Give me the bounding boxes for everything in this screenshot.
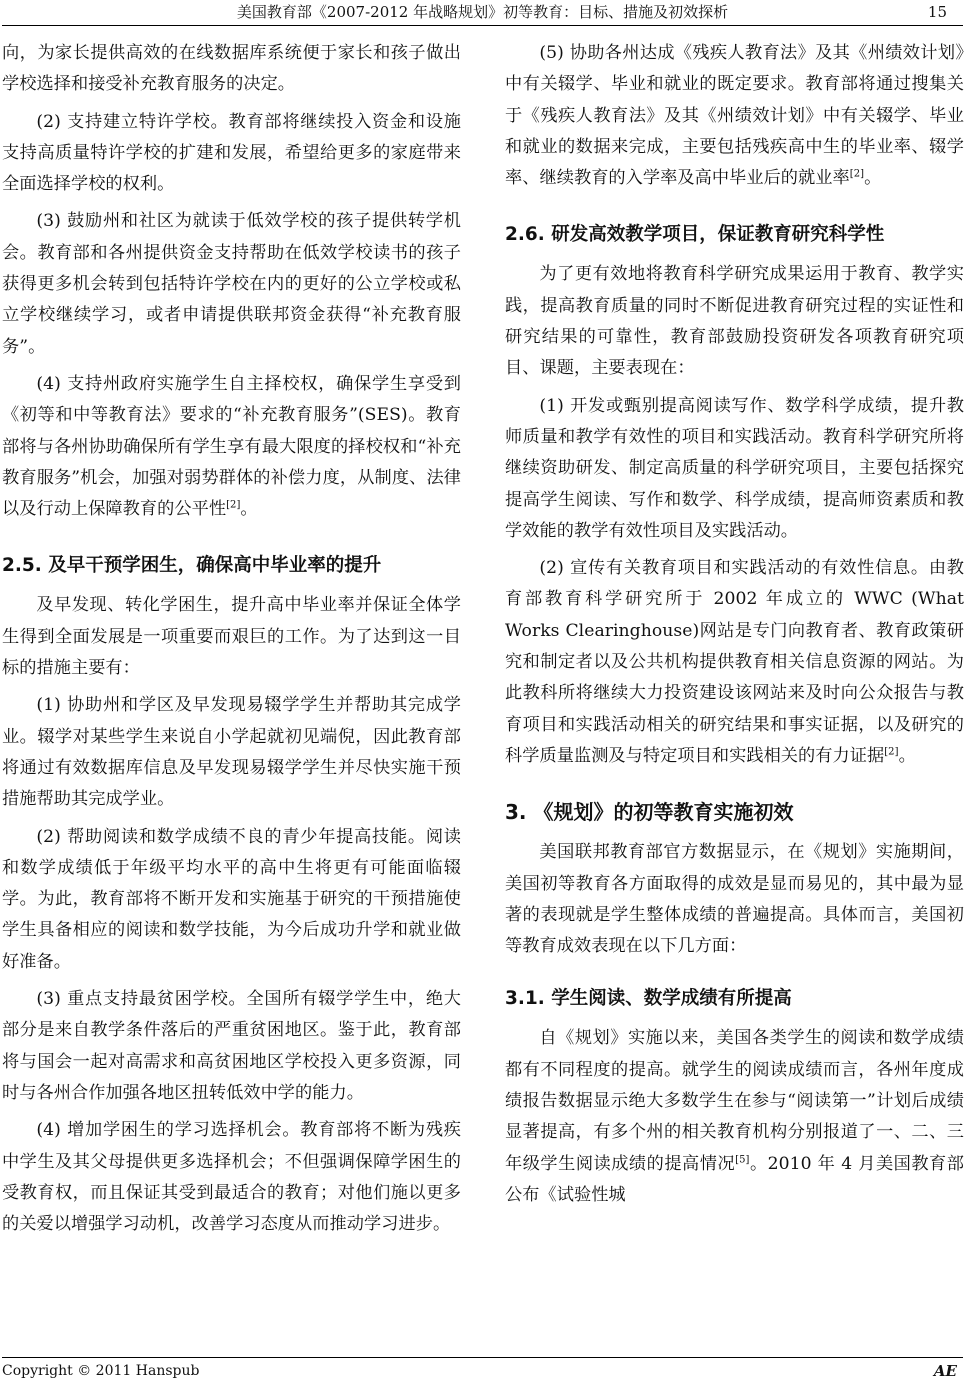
citation-ref: [2] xyxy=(226,499,241,511)
paragraph: (3) 重点支持最贫困学校。全国所有辍学学生中，绝大部分是来自教学条件落后的严重贫困地区。鉴于此，教育部将与国会一起对高需求和高贫困地区学校投入更多资源，同时与各州合作加强各地区扭转低效中学的能力。 xyxy=(2,989,461,1103)
paragraph: 及早发现、转化学困生，提升高中毕业率并保证全体学生得到全面发展是一项重要而艰巨的工作。为了达到这一目标的措施主要有： xyxy=(2,595,461,679)
paragraph-text: (5) 协助各州达成《残疾人教育法》及其《州绩效计划》中有关辍学、毕业和就业的既定要求。教育部将通过搜集关于《残疾人教育法》及其《州绩效计划》中有关辍学、毕业和就业的数据来完成，主要包括残疾高中生的毕业率、辍学率、继续教育的入学率及高中毕业后的就业率 xyxy=(505,43,964,189)
paragraph: (1) 开发或甄别提高阅读写作、数学科学成绩，提升教师质量和教学有效性的项目和实践活动。教育科学研究所将继续资助研发、制定高质量的科学研究项目，主要包括探究提高学生阅读、写作和数学、科学成绩，提高师资素质和教学效能的教学有效性项目及实践活动。 xyxy=(505,395,964,541)
paragraph: (2) 支持建立特许学校。教育部将继续投入资金和设施支持高质量特许学校的扩建和发展，希望给更多的家庭带来全面选择学校的权利。 xyxy=(2,111,461,195)
paragraph-text: (2) 宣传有关教育项目和实践活动的有效性信息。由教育部教育科学研究所于 2002 年成立的 WWC (What Works Clearinghouse)网站是专门向教育者、教育政策研究和制定者以及公共机构提供教育相关信息资源的网站。为此教科所将继续大力投资建设该网站来及时向公众报告与教育项目和实践活动相关的研究结果和事实证据，以及研究的科学质量监测及与特定项目和实践相关的有力证据 xyxy=(505,558,964,766)
header-rule xyxy=(2,25,963,26)
citation-ref: [5] xyxy=(735,1153,750,1165)
paragraph-end: 。 xyxy=(898,745,916,766)
running-header-title: 美国教育部《2007-2012 年战略规划》初等教育：目标、措施及初效探析 xyxy=(236,3,729,21)
paragraph: 向，为家长提供高效的在线数据库系统便于家长和孩子做出学校选择和接受补充教育服务的决定。 xyxy=(2,43,461,95)
citation-ref: [2] xyxy=(849,168,865,180)
paragraph-end: 。 xyxy=(864,168,882,189)
paragraph xyxy=(505,1023,964,1211)
paragraph: (3) 鼓励州和社区为就读于低效学校的孩子提供转学机会。教育部和各州提供资金支持帮助在低效学校读书的孩子获得更多机会转到包括特许学校在内的更好的公立学校或私立学校继续学习，或者申请提供联邦资金获得“补充教育服务”。 xyxy=(2,211,461,357)
paragraph xyxy=(2,369,461,525)
right-column xyxy=(505,38,964,1217)
paragraph-text: 自《规划》实施以来，美国各类学生的阅读和数学成绩都有不同程度的提高。就学生的阅读成绩而言，各州年度成绩报告数据显示绝大多数学生在参与“阅读第一”计划后成绩显著提高，有多个州的相关教育机构分别报道了一、二、三年级学生阅读成绩的提高情况 xyxy=(505,1028,964,1174)
left-column xyxy=(2,38,461,1246)
footer-rule xyxy=(2,1357,963,1358)
section-heading-2-5: 2.5. 及早干预学困生，确保高中毕业率的提升 xyxy=(2,555,382,577)
paragraph: (2) 帮助阅读和数学成绩不良的青少年提高技能。阅读和数学成绩低于年级平均水平的高中生将更有可能面临辍学。为此，教育部将不断开发和实施基于研究的干预措施使学生具备相应的阅读和数学技能，为今后成功升学和就业做好准备。 xyxy=(2,826,461,972)
citation-ref: [2] xyxy=(884,746,899,758)
paragraph: (1) 协助州和学区及早发现易辍学学生并帮助其完成学业。辍学对某些学生来说自小学起就初见端倪，因此教育部将通过有效数据库信息及早发现易辍学学生并尽快实施干预措施帮助其完成学业。 xyxy=(2,695,461,810)
paragraph: (4) 增加学困生的学习选择机会。教育部将不断为残疾中学生及其父母提供更多选择机会；不但强调保障学困生的受教育权，而且保证其受到最适合的教育；对他们施以更多的关爱以增强学习动机，改善学习态度从而推动学习进步。 xyxy=(2,1120,461,1235)
running-header xyxy=(0,0,965,26)
paragraph xyxy=(505,38,964,194)
paragraph-end: 。2010 年 4 月美国教育部公布《试验性城 xyxy=(505,1153,965,1205)
page-number: 15 xyxy=(927,3,947,21)
paragraph: 为了更有效地将教育科学研究成果运用于教育、教学实践，提高教育质量的同时不断促进教育研究过程的实证性和研究结果的可靠性，教育部鼓励投资研发各项教育研究项目、课题，主要表现在： xyxy=(505,264,964,379)
paragraph-end: 。 xyxy=(240,499,258,520)
paragraph xyxy=(505,553,964,772)
copyright-notice: Copyright © 2011 Hanspub xyxy=(2,1363,200,1379)
paragraph-text: (4) 支持州政府实施学生自主择校权，确保学生享受到《初等和中等教育法》要求的“补充教育服务”(SES)。教育部将与各州协助确保所有学生享有最大限度的择校权和“补充教育服务”机会，加强对弱势群体的补偿力度，从制度、法律以及行动上保障教育的公平性 xyxy=(2,373,461,520)
section-heading-3: 3. 《规划》的初等教育实施初效 xyxy=(505,800,794,825)
journal-abbrev: AE xyxy=(933,1362,957,1380)
paragraph: 美国联邦教育部官方数据显示，在《规划》实施期间，美国初等教育各方面取得的成效是显而易见的，其中最为显著的表现就是学生整体成绩的普遍提高。具体而言，美国初等教育成效表现在以下几方面： xyxy=(505,842,964,957)
section-heading-2-6: 2.6. 研发高效教学项目，保证教育研究科学性 xyxy=(505,224,885,246)
section-heading-3-1: 3.1. 学生阅读、数学成绩有所提高 xyxy=(505,988,792,1010)
